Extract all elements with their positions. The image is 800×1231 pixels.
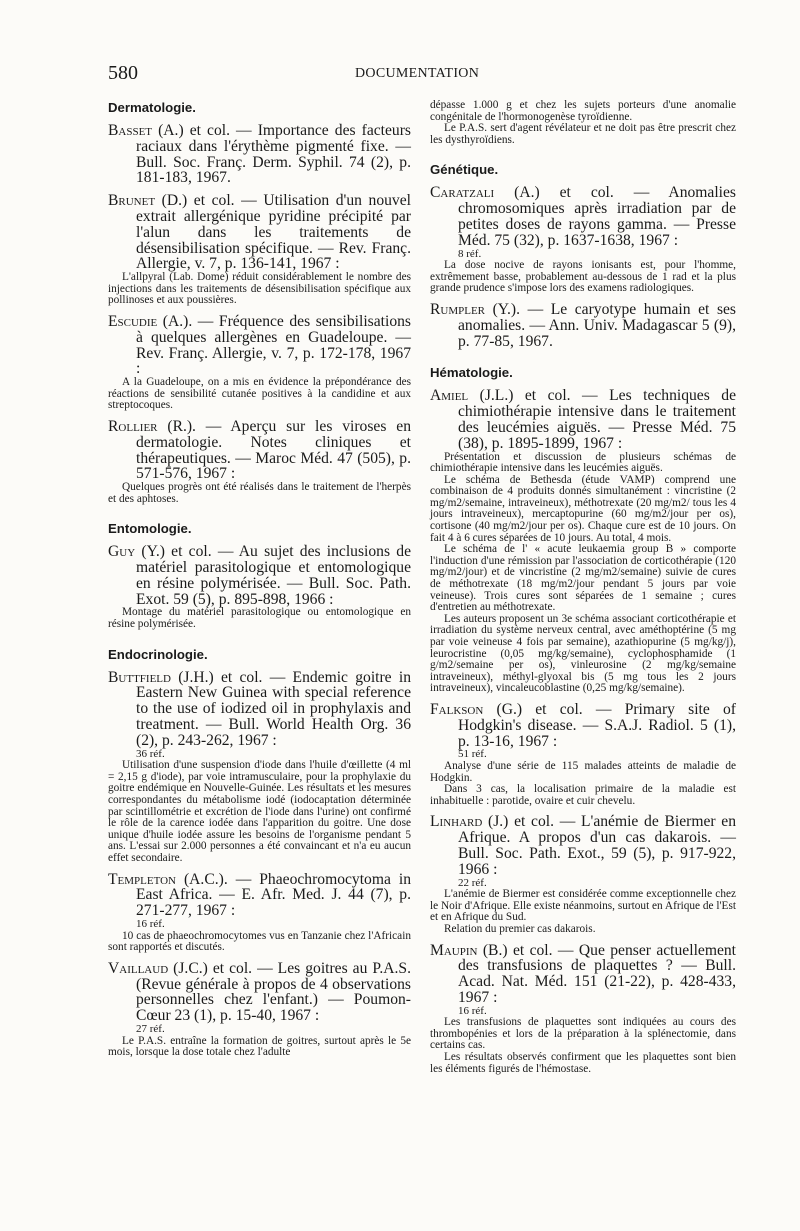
bibliography-entry: [430, 302, 736, 349]
abstract-paragraph: Les auteurs proposent un 3e schéma associant corticothérapie et irradiation du système nerveux central, avec améthoptérine (5 mg par voie veineuse 4 fois par semaine), azathiopurine (5 mg/kg/j), leurocristine (0,05 mg/kg/semaine), cyclophosphamide (1 g/m2/semaine per os), vinleurosine (2 mg/kg/semaine intraveineux), méthyl-glyoxal bis (5 mg tous les 2 jours intraveineux), vincaleucoblastine (0,25 mg/kg/semaine).: [430, 612, 736, 695]
reference-text: (A.) et col. — Importance des facteurs raciaux dans l'érythème pigmenté fixe. — Bull. Soc. Franç. Derm. Syphil. 74 (2), p. 181-183, 1967.: [136, 122, 411, 187]
section-heading: Génétique.: [430, 162, 499, 178]
section-heading: Entomologie.: [108, 521, 192, 537]
reference-citation: [108, 193, 411, 272]
reference-text: (D.) et col. — Utilisation d'un nouvel extrait allergénique pyridine précipité par l'alun dans les traitements de désensibilisation spécifique. — Rev. Franç. Allergie, v. 7, p. 136-141, 1967 :: [136, 192, 411, 273]
abstract-paragraph: dépasse 1.000 g et chez les sujets porteurs d'une anomalie congénitale de l'hormonogenèse tyroïdienne.: [430, 99, 736, 123]
reference-citation: [108, 314, 411, 377]
reference-text: (B.) et col. — Que penser actuellement des transfusions de plaquettes ? — Bull. Acad. Nat. Méd. 151 (21-22), p. 428-433, 1967 :: [458, 941, 736, 1006]
reference-count: 22 réf.: [458, 876, 487, 889]
bibliography-entry: [108, 123, 411, 186]
reference-citation: [430, 388, 736, 451]
author-name: Rollier: [108, 417, 158, 435]
reference-text: (G.) et col. — Primary site of Hodgkin's disease. — S.A.J. Radiol. 5 (1), p. 13-16, 1967 :: [458, 700, 736, 750]
author-name: Amiel: [430, 387, 469, 405]
author-name: Buttfield: [108, 668, 171, 686]
abstract-paragraph: L'allpyral (Lab. Dome) réduit considérablement le nombre des injections dans les traitements de désensibilisation spécifique aux pollinoses et aux poussières.: [108, 271, 411, 307]
bibliography-entry: [108, 193, 411, 307]
abstract-paragraph: Le schéma de Bethesda (étude VAMP) comprend une combinaison de 4 produits donnés simultanément : vincristine (2 mg/m2/semaine, intraveineux), méthotrexate (20 mg/m2/ tous les 4 jours intraveineux), mercaptopurine (60 mg/m2/jour per os), cortisone (40 mg/m2/jour per os). Chaque cure est de 10 jours. On fait 4 à 6 cures séparées de 10 jours. Au total, 4 mois.: [430, 473, 736, 544]
reference-citation: [108, 961, 411, 1024]
author-name: Linhard: [430, 813, 483, 831]
abstract-paragraph: Le P.A.S. sert d'agent révélateur et ne doit pas être prescrit chez les dysthyroïdiens.: [430, 122, 736, 146]
right-column: [430, 100, 736, 1075]
bibliography-entry: [430, 943, 736, 1076]
bibliography-entry: [108, 961, 411, 1059]
bibliography-entry: [430, 185, 736, 295]
reference-citation: [430, 943, 736, 1006]
reference-text: (J.) et col. — L'anémie de Biermer en Afrique. A propos d'un cas dakarois. — Bull. Soc. Path. Exot., 59 (5), p. 917-922, 1966 :: [458, 813, 736, 878]
abstract-paragraph: La dose nocive de rayons ionisants est, pour l'homme, extrêmement basse, probablement au-dessous de 1 rad et la plus grande prudence s'impose lors des examens radiologiques.: [430, 259, 736, 295]
abstract-paragraph: Montage du matériel parasitologique ou entomologique en résine polymérisée.: [108, 606, 411, 631]
abstract-paragraph: A la Guadeloupe, on a mis en évidence la prépondérance des réactions de sensibilité cutanée positives à la candidine et aux streptocoques.: [108, 376, 411, 412]
reference-text: (Y.). — Le caryotype humain et ses anomalies. — Ann. Univ. Madagascar 5 (9), p. 77-85, 1967.: [458, 300, 736, 350]
reference-citation: [108, 123, 411, 186]
reference-citation: [108, 419, 411, 482]
author-name: Rumpler: [430, 300, 486, 318]
reference-citation: [430, 185, 736, 248]
reference-text: (R.). — Aperçu sur les viroses en dermatologie. Notes cliniques et thérapeutiques. — Maroc Méd. 47 (505), p. 571-576, 1967 :: [136, 417, 411, 483]
reference-count: 36 réf.: [136, 747, 165, 760]
abstract-paragraph: Les résultats observés confirment que les plaquettes sont bien les éléments figurés de l'hémostase.: [430, 1051, 736, 1075]
reference-text: (A.). — Fréquence des sensibilisations à quelques allergènes en Guadeloupe. — Rev. Franç. Allergie, v. 7, p. 172-178, 1967 :: [136, 312, 411, 378]
abstract-paragraph: Présentation et discussion de plusieurs schémas de chimiothérapie intensive dans les leucémies aiguës.: [430, 450, 736, 475]
reference-citation: [108, 670, 411, 749]
section-heading: Hématologie.: [430, 365, 513, 381]
reference-citation: [108, 544, 411, 607]
running-title: DOCUMENTATION: [355, 66, 480, 81]
reference-count: 16 réf.: [458, 1004, 487, 1017]
section-heading: Dermatologie.: [108, 100, 196, 115]
author-name: Escudie: [108, 312, 158, 330]
reference-text: (J.L.) et col. — Les techniques de chimiothérapie intensive dans le traitement des leucémies aiguës. — Presse Méd. 75 (38), p. 1895-1899, 1967 :: [458, 387, 736, 452]
author-name: Brunet: [108, 192, 156, 210]
author-name: Templeton: [108, 870, 176, 888]
abstract-paragraph: Analyse d'une série de 115 malades atteints de maladie de Hodgkin.: [430, 759, 736, 784]
abstract-paragraph: Quelques progrès ont été réalisés dans le traitement de l'herpès et des aphtoses.: [108, 481, 411, 505]
bibliography-entry: [108, 872, 411, 954]
author-name: Vaillaud: [108, 959, 169, 977]
bibliography-entry: [108, 419, 411, 505]
reference-count: 16 réf.: [136, 917, 165, 930]
section-heading: Endocrinologie.: [108, 646, 208, 662]
reference-text: (A.C.). — Phaeochromocytoma in East Africa. — E. Afr. Med. J. 44 (7), p. 271-277, 1967 :: [136, 870, 411, 920]
abstract-paragraph: Relation du premier cas dakarois.: [444, 922, 596, 935]
reference-text: (A.) et col. — Anomalies chromosomiques après irradiation par de petites doses de rayons gamma. — Presse Méd. 75 (32), p. 1637-1638, 1967 :: [458, 184, 736, 249]
author-name: Maupin: [430, 941, 478, 959]
bibliography-entry: [108, 544, 411, 630]
reference-text: (J.C.) et col. — Les goitres au P.A.S. (Revue générale à propos de 4 observations personnelles chez l'enfant.) — Poumon-Cœur 23 (1), p. 15-40, 1967 :: [136, 959, 411, 1025]
abstract-paragraph: 10 cas de phaeochromocytomes vus en Tanzanie chez l'Africain sont rapportés et discutés.: [108, 929, 411, 954]
bibliography-entry: [430, 388, 736, 695]
reference-citation: [430, 302, 736, 349]
abstract-paragraph: L'anémie de Biermer est considérée comme exceptionnelle chez le Noir d'Afrique. Elle existe néanmoins, surtout en Afrique de l'Est et en Afrique du Sud.: [430, 888, 736, 924]
reference-citation: [108, 872, 411, 919]
abstract-paragraph: Dans 3 cas, la localisation primaire de la maladie est inhabituelle : parotide, ovaire et cuir chevelu.: [430, 783, 736, 807]
abstract-paragraph: Le schéma de l' « acute leukaemia group B » comporte l'induction d'une rémission par l'association de corticothérapie (120 mg/m2/jour) et de vincristine (2 mg/m2/semaine) suivie de cures de méthotrexate (18 mg/m2/jour pendant 5 jours par voie veineuse). Trois cures sont séparées de 1 semaine ; cures d'entretien au méthotrexate.: [430, 543, 736, 614]
reference-citation: [430, 814, 736, 877]
bibliography-entry: [430, 702, 736, 807]
reference-citation: [430, 702, 736, 749]
author-name: Falkson: [430, 700, 484, 718]
abstract-paragraph: Utilisation d'une suspension d'iode dans l'huile d'œillette (4 ml = 2,15 g d'iode), par voie intramusculaire, pour la prophylaxie du goitre endémique en Nouvelle-Guinée. Les résultats et les mesures correspondantes du métabolisme iodé (iodocaptation déterminée par scintillométrie et excrétion de l'iode dans l'urine) ont confirmé le rôle de la carence iodée dans l'apparition du goitre. Une dose unique d'huile iodée assure les besoins de l'organisme pendant 5 ans. L'essai sur 2.000 personnes a été convaincant et n'a eu aucun effet secondaire.: [108, 759, 411, 864]
author-name: Caratzali: [430, 184, 495, 202]
abstract-paragraph: Les transfusions de plaquettes sont indiquées au cours des thrombopénies et lors de la préparation à la splénectomie, dans certains cas.: [430, 1016, 736, 1052]
reference-count: 27 réf.: [136, 1022, 165, 1035]
reference-count: 8 réf.: [458, 247, 482, 260]
bibliography-entry: [430, 814, 736, 935]
bibliography-entry: [108, 314, 411, 412]
left-column: [108, 100, 411, 1059]
abstract-paragraph: Le P.A.S. entraîne la formation de goitres, surtout après le 5e mois, lorsque la dose totale chez l'adulte: [108, 1034, 411, 1059]
page-number: 580: [108, 62, 138, 84]
bibliography-entry: [108, 670, 411, 865]
reference-count: 51 réf.: [458, 748, 487, 761]
reference-text: (J.H.) et col. — Endemic goitre in Eastern New Guinea with special reference to the use of iodized oil in prophylaxis and treatment. — Bull. World Health Org. 36 (2), p. 243-262, 1967 :: [136, 668, 411, 749]
author-name: Basset: [108, 122, 153, 139]
author-name: Guy: [108, 543, 136, 561]
reference-text: (Y.) et col. — Au sujet des inclusions de matériel parasitologique et entomologique en résine polymérisée. — Bull. Soc. Path. Exot. 59 (5), p. 895-898, 1966 :: [135, 543, 411, 608]
